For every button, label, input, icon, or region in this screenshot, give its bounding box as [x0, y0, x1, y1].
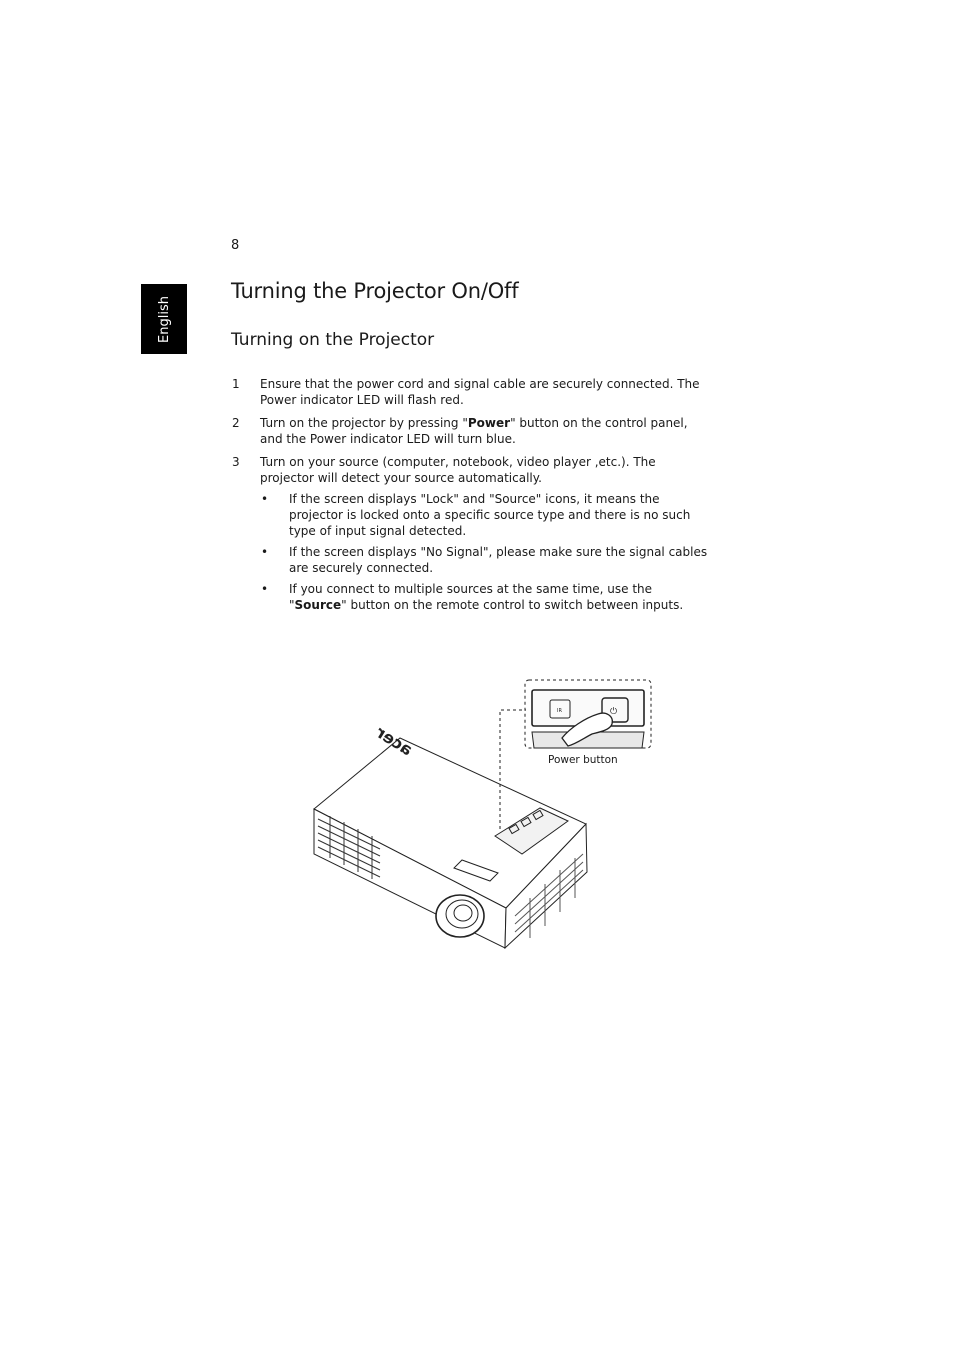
projector-illustration [300, 676, 660, 956]
page-number: 8 [231, 238, 240, 253]
language-tab-label: English [156, 295, 172, 343]
bullet-item [260, 581, 711, 613]
bullet-text-pre: If you connect to multiple sources at the same time, use the " [289, 582, 653, 612]
bullet-text-post: " button on the remote control to switch between inputs. [341, 598, 684, 612]
step-text: Ensure that the power cord and signal cable are securely connected. The Power indicator LED will flash red. [260, 377, 700, 407]
step-text-pre: Turn on the projector by pressing " [260, 416, 468, 430]
step-1 [231, 376, 711, 408]
bullet-icon: • [261, 545, 269, 559]
step-number: 3 [232, 455, 240, 469]
step-2 [231, 415, 711, 447]
lens-outer [436, 895, 484, 937]
brand-logo: acer [372, 722, 416, 760]
step-3 [231, 454, 711, 613]
power-keyword: Power [467, 416, 511, 430]
language-tab [141, 284, 187, 354]
power-icon: ⏻ [610, 707, 618, 717]
projector-svg [300, 676, 660, 956]
bullet-item [260, 544, 711, 576]
figure-caption: Power button [548, 754, 618, 766]
bullet-text: If the screen displays "Lock" and "Source" icons, it means the projector is locked onto a specific source type and there is no such type of input signal detected. [289, 492, 691, 538]
steps-list [231, 376, 711, 620]
page-title: Turning the Projector On/Off [231, 279, 519, 303]
bullet-icon: • [261, 492, 269, 506]
bullet-list [260, 491, 711, 613]
source-keyword: Source [294, 598, 342, 612]
step-text: Turn on your source (computer, notebook, video player ,etc.). The projector will detect your source automatically. [260, 455, 656, 485]
step-number: 1 [232, 377, 240, 391]
bullet-item [260, 491, 711, 539]
ir-label: IR [557, 708, 562, 714]
step-text-post: " button on the control panel, and the Power indicator LED will turn blue. [260, 416, 688, 446]
bullet-icon: • [261, 582, 269, 596]
bullet-text: If the screen displays "No Signal", please make sure the signal cables are securely connected. [289, 545, 708, 575]
section-title: Turning on the Projector [231, 330, 435, 350]
step-number: 2 [232, 416, 240, 430]
